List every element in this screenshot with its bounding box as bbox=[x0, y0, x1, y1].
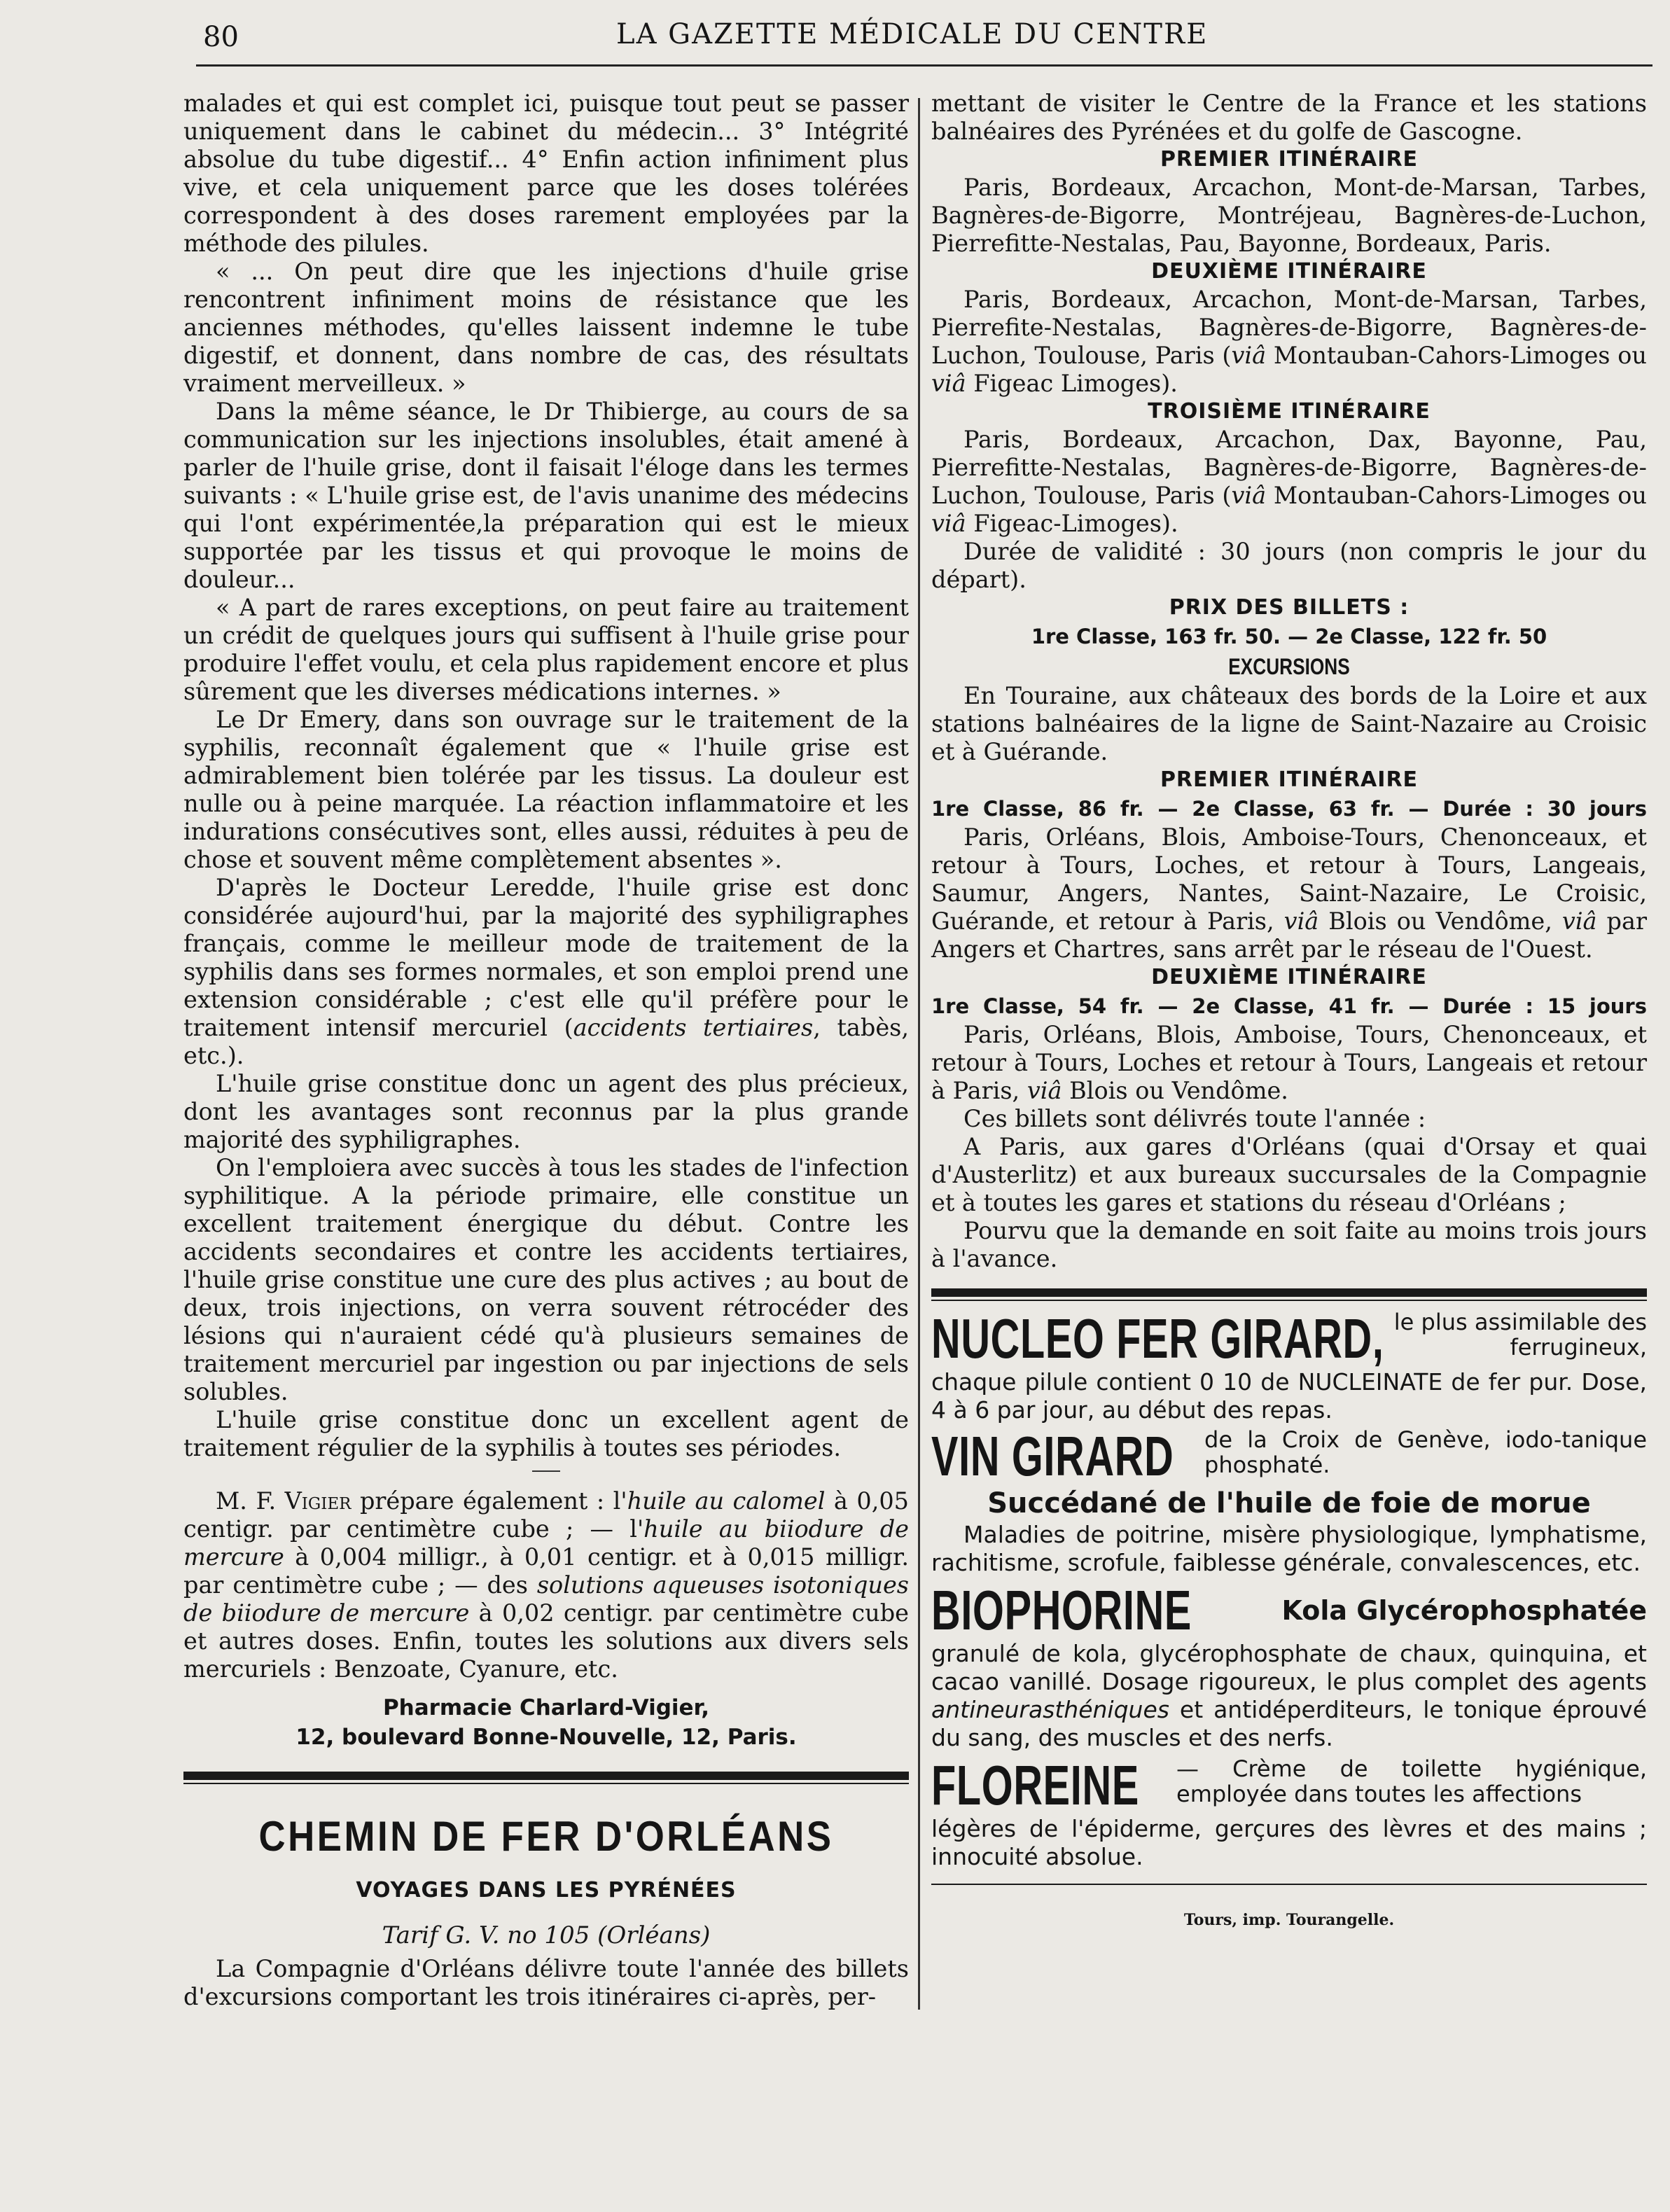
vin-brand: VIN GIRARD bbox=[931, 1425, 1174, 1487]
itinerary-text: Paris, Bordeaux, Arcachon, Mont-de-Marsan, Tarbes, Pierrefite-Nestalas, Bagnères-de-Bigorre, Bagnères-de-Luchon, Toulouse, Paris (viâ Montauban-Cahors-Limoges ou viâ Figeac Limoges). bbox=[931, 286, 1647, 397]
validity-text: Durée de validité : 30 jours (non compris le jour du départ). bbox=[931, 538, 1647, 593]
printer-imprint: Tours, imp. Tourangelle. bbox=[1183, 1911, 1395, 1929]
nucleo-ad bbox=[931, 1309, 1647, 1368]
floreine-text: légères de l'épiderme, gerçures des lèvres et des mains ; innocuité absolue. bbox=[931, 1815, 1647, 1870]
paragraph: On l'emploiera avec succès à tous les stades de l'infection syphilitique. A la période primaire, elle constitue un excellent traitement énergique du début. Contre les accidents secondaires et contre les accidents tertiaires, l'huile grise constitue une cure des plus actives ; au bout de deux, trois injections, on verra souvent rétrocéder des lésions qui n'auraient cédé qu'à plusieurs semaines de traitement mercuriel par ingestion ou par injections de sels solubles. bbox=[183, 1154, 909, 1405]
excursions-heading: EXCURSIONS bbox=[1228, 654, 1350, 679]
tarif-line: Tarif G. V. no 105 (Orléans) bbox=[382, 1921, 711, 1949]
paragraph: L'huile grise constitue donc un excellent agent de traitement régulier de la syphilis à toutes ses périodes. bbox=[183, 1406, 909, 1461]
bio-ad bbox=[931, 1581, 1647, 1640]
section-rule-thin bbox=[183, 1783, 909, 1784]
itinerary-text: Paris, Orléans, Blois, Amboise, Tours, Chenonceaux, et retour à Tours, Loches et retour à Tours, Langeais et retour à Paris, viâ Blois ou Vendôme. bbox=[931, 1021, 1647, 1104]
right-column bbox=[931, 90, 1647, 1934]
bio-tagline: Kola Glycérophosphatée bbox=[1281, 1595, 1647, 1626]
itinerary-heading: TROISIÈME ITINÉRAIRE bbox=[1148, 399, 1431, 424]
nucleo-tagline: le plus assimilable des ferrugineux, bbox=[1393, 1309, 1647, 1361]
section-dash bbox=[532, 1470, 560, 1472]
prices-line: 1re Classe, 86 fr. — 2e Classe, 63 fr. — Durée : 30 jours bbox=[931, 797, 1647, 821]
itinerary-text: Paris, Bordeaux, Arcachon, Mont-de-Marsan, Tarbes, Bagnères-de-Bigorre, Montréjeau, Bagnères-de-Luchon, Pierrefitte-Nestalas, Pau, Bayonne, Bordeaux, Paris. bbox=[931, 174, 1647, 257]
itinerary-text: Paris, Orléans, Blois, Amboise-Tours, Chenonceaux, et retour à Tours, Loches, et retour à Tours, Langeais, Saumur, Angers, Nantes, Saint-Nazaire, Le Croisic, Guérande, et retour à Paris, viâ Blois ou Vendôme, viâ par Angers et Chartres, sans arrêt par le réseau de l'Ouest. bbox=[931, 823, 1647, 963]
paragraph: Ces billets sont délivrés toute l'année : bbox=[963, 1105, 1426, 1132]
paragraph: A Paris, aux gares d'Orléans (quai d'Orsay et quai d'Austerlitz) et aux bureaux succursales de la Compagnie et à toutes les gares et stations du réseau d'Orléans ; bbox=[931, 1133, 1647, 1216]
paragraph: « A part de rares exceptions, on peut faire au traitement un crédit de quelques jours qui suffisent à l'huile grise pour produire l'effet voulu, et cela plus rapidement encore et plus sûrement que les diverses médications internes. » bbox=[183, 594, 909, 705]
running-title: LA GAZETTE MÉDICALE DU CENTRE bbox=[616, 18, 1209, 50]
vin-text: Maladies de poitrine, misère physiologique, lymphatisme, rachitisme, scrofule, faiblesse générale, convalescences, etc. bbox=[931, 1521, 1647, 1576]
paragraph: « ... On peut dire que les injections d'huile grise rencontrent infiniment moins de résistance que les anciennes méthodes, qu'elles laissent indemne le tube digestif, et donnent, dans nombre de cas, des résultats vraiment merveilleux. » bbox=[183, 258, 909, 397]
paragraph: L'huile grise constitue donc un agent des plus précieux, dont les avantages sont reconnus par la plus grande majorité des syphiligraphes. bbox=[183, 1070, 909, 1153]
vigier-paragraph: M. F. Vigier prépare également : l'huile au calomel à 0,05 centigr. par centimètre cube ; — l'huile au biiodure de mercure à 0,004 milligr., à 0,01 centigr. et à 0,015 milligr. par centimètre cube ; — des solutions aqueuses isotoniques de biiodure de mercure à 0,02 centigr. par centimètre cube et autres doses. Enfin, toutes les solutions aux divers sels mercuriels : Benzoate, Cyanure, etc. bbox=[183, 1487, 910, 1683]
itinerary-heading: PREMIER ITINÉRAIRE bbox=[1160, 147, 1419, 172]
column-separator bbox=[918, 98, 920, 2010]
prices-heading: PRIX DES BILLETS : bbox=[1169, 595, 1410, 620]
paragraph: Pourvu que la demande en soit faite au moins trois jours à l'avance. bbox=[931, 1217, 1647, 1272]
floreine-brand: FLOREINE bbox=[931, 1754, 1139, 1816]
ad-rule-thin bbox=[931, 1300, 1647, 1301]
header-rule bbox=[196, 64, 1652, 67]
page-number: 80 bbox=[203, 21, 239, 53]
nucleo-text: chaque pilule contient 0 10 de NUCLEINATE de fer pur. Dose, 4 à 6 par jour, au début des repas. bbox=[931, 1368, 1647, 1424]
touraine-text: En Touraine, aux châteaux des bords de la Loire et aux stations balnéaires de la ligne de Saint-Nazaire au Croisic et à Guérande. bbox=[931, 682, 1647, 765]
itinerary-heading: PREMIER ITINÉRAIRE bbox=[1160, 767, 1419, 792]
paragraph: Dans la même séance, le Dr Thibierge, au cours de sa communication sur les injections insolubles, était amené à parler de l'huile grise, dont il faisait l'éloge dans les termes suivants : « L'huile grise est, de l'avis unanime des médecins qui l'ont expérimentée,la préparation qui est le mieux supportée par les tissus et qui provoque le moins de douleur... bbox=[183, 398, 909, 593]
prices-line: 1re Classe, 54 fr. — 2e Classe, 41 fr. — Durée : 15 jours bbox=[931, 994, 1647, 1018]
bottom-rule bbox=[931, 1884, 1647, 1885]
paragraph: Le Dr Emery, dans son ouvrage sur le traitement de la syphilis, reconnaît également que « l'huile grise est admirablement bien tolérée par les tissus. La douleur est nulle ou à peine marquée. La réaction inflammatoire et les indurations consécutives sont, elles aussi, réduites à peu de chose et souvent même complètement absentes ». bbox=[183, 706, 909, 873]
section-rule bbox=[183, 1772, 909, 1780]
vin-ad bbox=[931, 1427, 1647, 1486]
floreine-ad bbox=[931, 1756, 1647, 1815]
orleans-subtitle: VOYAGES DANS LES PYRÉNÉES bbox=[356, 1878, 737, 1903]
paragraph: mettant de visiter le Centre de la France et les stations balnéaires des Pyrénées et du golfe de Gascogne. bbox=[931, 90, 1647, 145]
vin-tagline: de la Croix de Genève, iodo-tanique phosphaté. bbox=[1204, 1426, 1647, 1478]
ad-rule bbox=[931, 1288, 1647, 1297]
paragraph: malades et qui est complet ici, puisque tout peut se passer uniquement dans le cabinet du médecin... 3° Intégrité absolue du tube digestif... 4° Enfin action infiniment plus vive, et cela uniquement parce que les doses tolérées correspondent à des doses rarement employées par la méthode des pilules. bbox=[183, 90, 909, 257]
bio-text: granulé de kola, glycérophosphate de chaux, quinquina, et cacao vanillé. Dosage rigoureux, le plus complet des agents antineurasthéniques et antidéperditeurs, le tonique éprouvé du sang, des muscles et des nerfs. bbox=[931, 1640, 1647, 1751]
left-column bbox=[183, 90, 909, 2011]
bio-brand: BIOPHORINE bbox=[931, 1579, 1192, 1641]
pharmacy-signature: Pharmacie Charlard-Vigier, 12, boulevard Bonne-Nouvelle, 12, Paris. bbox=[295, 1695, 797, 1750]
itinerary-heading: DEUXIÈME ITINÉRAIRE bbox=[1151, 965, 1427, 989]
advertisements bbox=[931, 1288, 1647, 1934]
vin-subheading: Succédané de l'huile de foie de morue bbox=[987, 1487, 1591, 1519]
nucleo-brand: NUCLEO FER GIRARD, bbox=[931, 1307, 1384, 1370]
orleans-intro: La Compagnie d'Orléans délivre toute l'année des billets d'excursions comportant les trois itinéraires ci-après, per- bbox=[183, 1955, 909, 2010]
itinerary-heading: DEUXIÈME ITINÉRAIRE bbox=[1151, 259, 1427, 284]
prices-line: 1re Classe, 163 fr. 50. — 2e Classe, 122 fr. 50 bbox=[1031, 625, 1547, 648]
floreine-tagline: — Crème de toilette hygiénique, employée dans toutes les affections bbox=[1176, 1755, 1647, 1807]
paragraph: D'après le Docteur Leredde, l'huile grise est donc considérée aujourd'hui, par la majorité des syphiligraphes français, comme le meilleur mode de traitement de la syphilis dans ses formes normales, et son emploi prend une extension considérable ; c'est elle qu'il préfère pour le traitement intensif mercuriel (accidents tertiaires, tabès, etc.). bbox=[183, 874, 910, 1069]
itinerary-text: Paris, Bordeaux, Arcachon, Dax, Bayonne, Pau, Pierrefitte-Nestalas, Bagnères-de-Bigorre, Bagnères-de-Luchon, Toulouse, Paris (viâ Montauban-Cahors-Limoges ou viâ Figeac-Limoges). bbox=[931, 426, 1647, 537]
orleans-title: CHEMIN DE FER D'ORLÉANS bbox=[258, 1813, 834, 1860]
